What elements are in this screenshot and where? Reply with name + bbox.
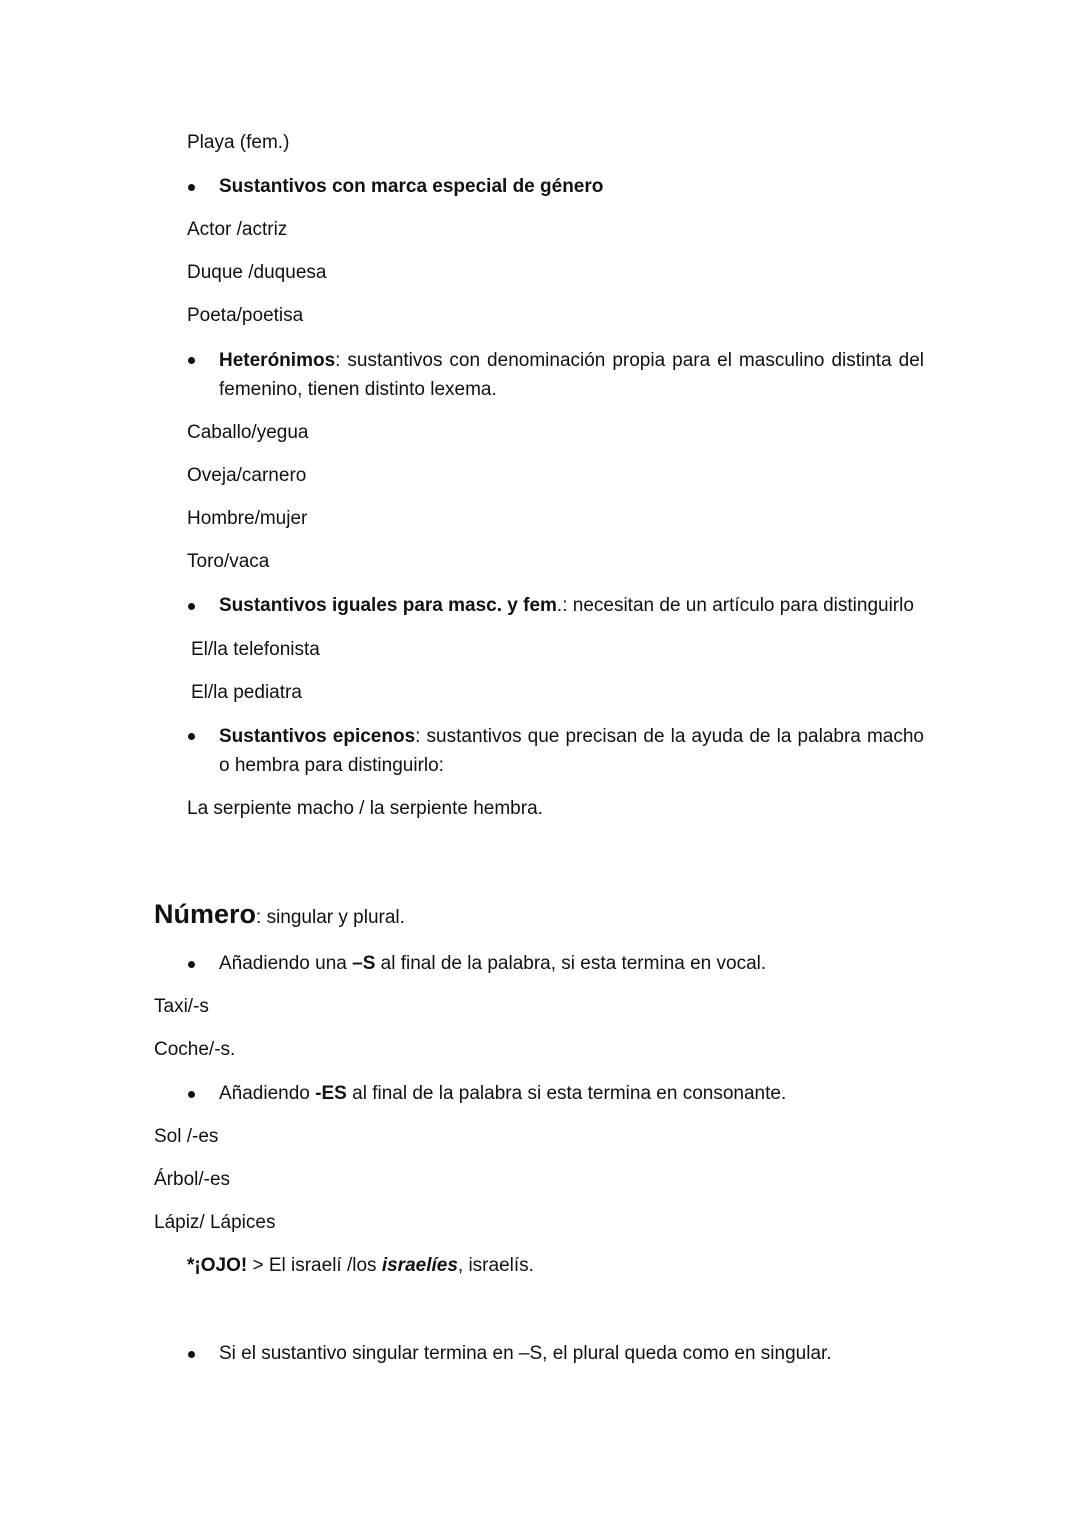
numero-heading-line xyxy=(154,898,405,930)
ojo-plural: israelíes xyxy=(381,1255,458,1276)
example-serpiente: La serpiente macho / la serpiente hembra. xyxy=(187,798,543,819)
example-playa: Playa (fem.) xyxy=(187,132,290,153)
consonante-text-end: al final de la palabra si esta termina en consonante. xyxy=(346,1083,787,1104)
vocal-text-end: al final de la palabra, si esta termina en vocal. xyxy=(375,953,767,974)
epicenos-definition: : sustantivos que precisan de la ayuda de la palabra macho o hembra para distinguirlo: xyxy=(219,726,924,776)
example-actor: Actor /actriz xyxy=(187,219,288,240)
iguales-definition: .: necesitan de un artículo para distinguirlo xyxy=(556,595,914,616)
bullet-dot xyxy=(188,184,195,191)
example-taxi: Taxi/-s xyxy=(154,996,209,1017)
ojo-label: ¡OJO! xyxy=(194,1255,248,1276)
bullet-heteronimos xyxy=(219,346,924,404)
bullet-singular: Si el sustantivo singular termina en –S, el plural queda como en singular. xyxy=(219,1343,832,1364)
numero-description: : singular y plural. xyxy=(256,907,405,928)
bullet-dot xyxy=(188,733,195,740)
ojo-text: > El israelí /los xyxy=(247,1255,382,1276)
example-coche: Coche/-s. xyxy=(154,1039,236,1060)
example-duque: Duque /duquesa xyxy=(187,262,327,283)
bullet-iguales xyxy=(219,594,914,618)
consonante-text-start: Añadiendo xyxy=(219,1083,316,1104)
ojo-text-end: , israelís. xyxy=(457,1255,534,1276)
heteronimos-term: Heterónimos xyxy=(219,350,336,371)
epicenos-term: Sustantivos epicenos xyxy=(219,726,416,747)
example-toro: Toro/vaca xyxy=(187,551,270,572)
bullet-marca-especial: Sustantivos con marca especial de género xyxy=(219,176,604,197)
bullet-dot xyxy=(188,1351,195,1358)
example-telefonista: El/la telefonista xyxy=(191,639,320,660)
consonante-suffix: -ES xyxy=(315,1083,347,1104)
example-sol: Sol /-es xyxy=(154,1126,219,1147)
example-arbol: Árbol/-es xyxy=(154,1169,231,1190)
example-hombre: Hombre/mujer xyxy=(187,508,308,529)
example-caballo: Caballo/yegua xyxy=(187,422,309,443)
bullet-dot xyxy=(188,961,195,968)
ojo-note xyxy=(187,1254,534,1278)
bullet-epicenos xyxy=(219,722,924,780)
ojo-asterisk: * xyxy=(187,1255,195,1276)
bullet-dot xyxy=(188,1091,195,1098)
iguales-term: Sustantivos iguales para masc. y fem xyxy=(219,595,557,616)
vocal-suffix: –S xyxy=(352,953,376,974)
bullet-consonante xyxy=(219,1082,786,1106)
vocal-text-start: Añadiendo una xyxy=(219,953,353,974)
bullet-vocal xyxy=(219,952,766,976)
bullet-dot xyxy=(188,603,195,610)
example-pediatra: El/la pediatra xyxy=(191,682,302,703)
numero-heading: Número xyxy=(154,899,257,929)
example-poeta: Poeta/poetisa xyxy=(187,305,304,326)
heteronimos-definition: : sustantivos con denominación propia para el masculino distinta del femenino, tienen distinto lexema. xyxy=(219,350,924,400)
bullet-dot xyxy=(188,357,195,364)
example-lapiz: Lápiz/ Lápices xyxy=(154,1212,276,1233)
example-oveja: Oveja/carnero xyxy=(187,465,307,486)
